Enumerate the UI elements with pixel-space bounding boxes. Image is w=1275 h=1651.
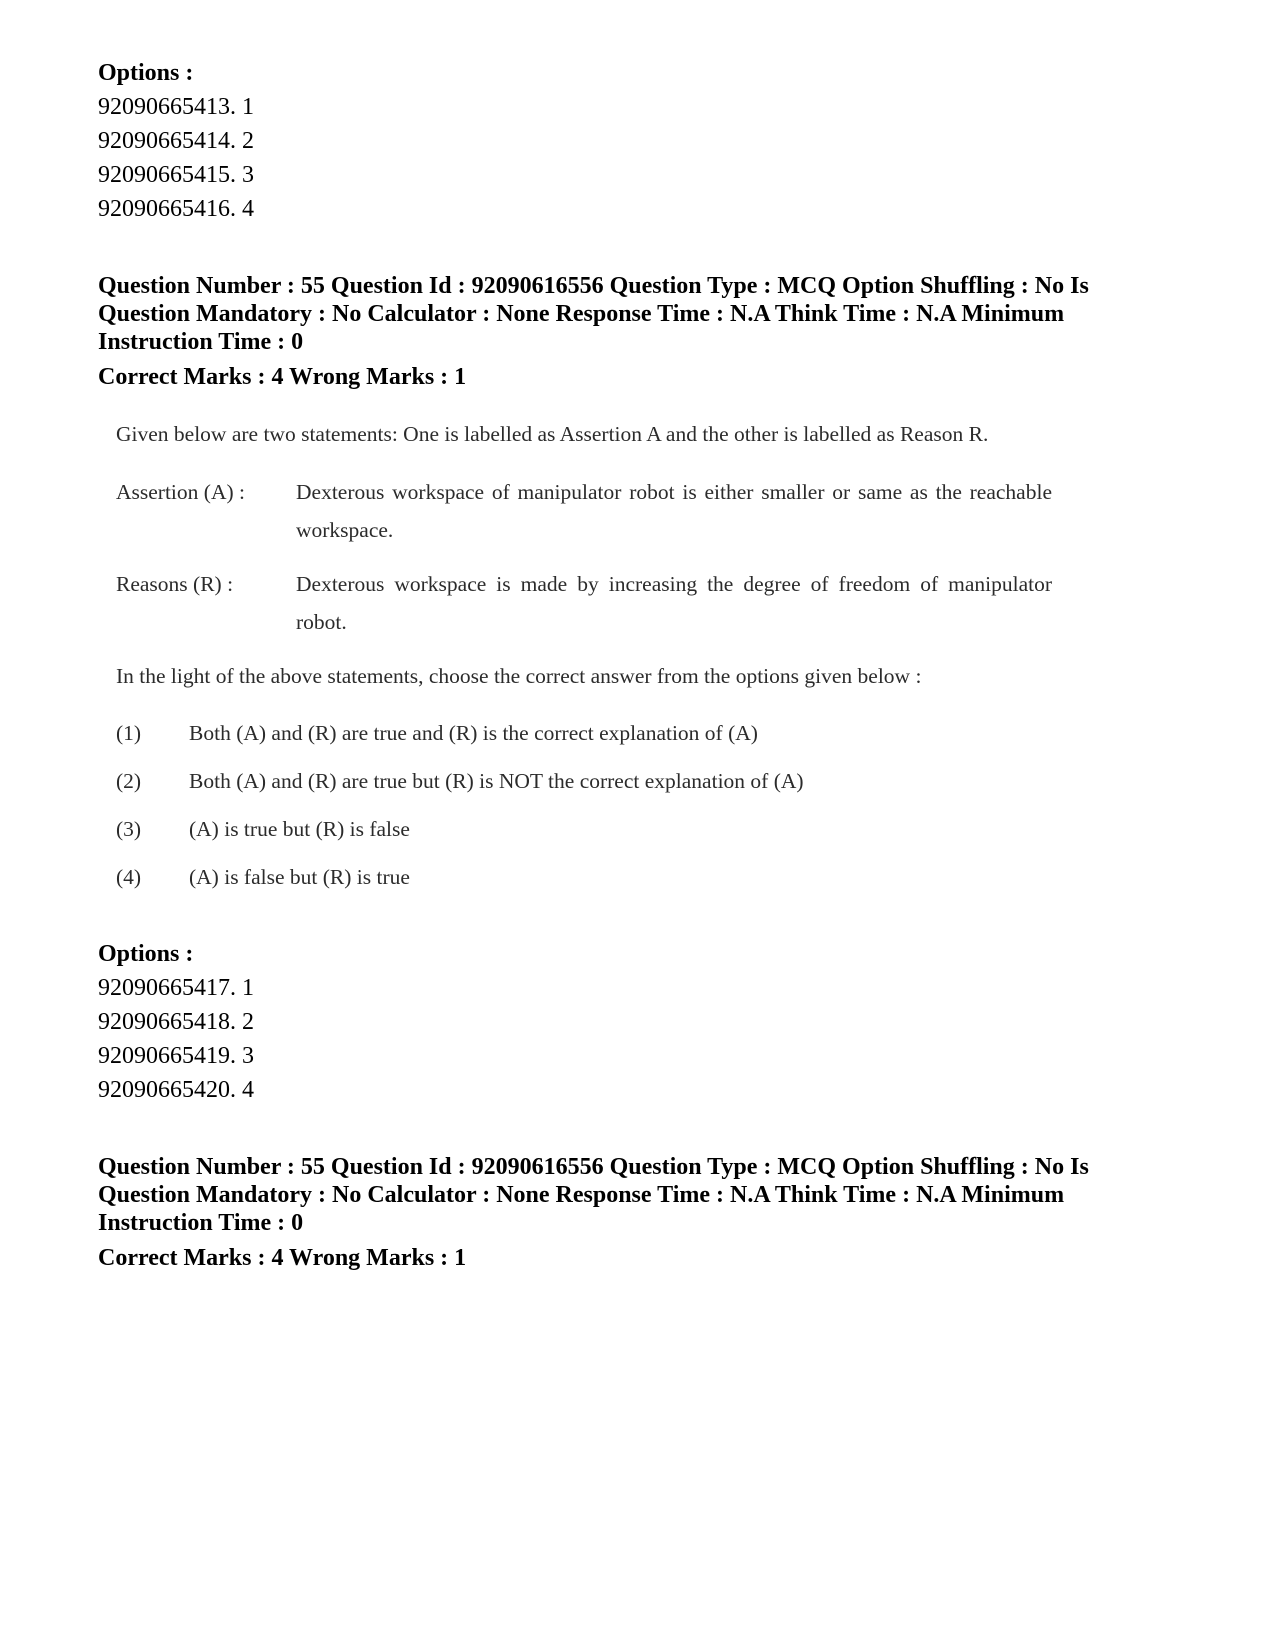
option-item: 92090665416. 4 — [98, 196, 254, 222]
assertion-label: Assertion (A) : — [116, 480, 245, 504]
question-meta-line: Question Number : 55 Question Id : 92090616556 Question Type : MCQ Option Shuffling : No Is — [98, 1154, 1089, 1180]
assertion-text: Dexterous workspace of manipulator robot is either smaller or same as the reachable workspace. — [296, 480, 1052, 542]
choice-number: (2) — [116, 769, 142, 793]
choice-text: (A) is true but (R) is false — [189, 817, 410, 841]
question-meta-line: Instruction Time : 0 — [98, 1210, 304, 1236]
document-page — [98, 56, 1178, 1272]
option-item: 92090665413. 1 — [98, 94, 254, 120]
top-options-block — [98, 56, 1178, 226]
question-meta-line: Question Number : 55 Question Id : 92090616556 Question Type : MCQ Option Shuffling : No Is — [98, 273, 1089, 299]
reason-text: Dexterous workspace is made by increasing the degree of freedom of manipulator robot. — [296, 572, 1052, 634]
question-body — [98, 411, 1116, 915]
option-item: 92090665415. 3 — [98, 162, 254, 188]
choice-number: (1) — [116, 721, 142, 745]
question-intro: Given below are two statements: One is labelled as Assertion A and the other is labelled as Reason R. — [116, 422, 989, 446]
question-meta — [98, 272, 1178, 356]
question-meta-line: Question Mandatory : No Calculator : None Response Time : N.A Think Time : N.A Minimum — [98, 1182, 1065, 1208]
question-marks: Correct Marks : 4 Wrong Marks : 1 — [98, 364, 467, 390]
answer-choice — [116, 853, 1116, 901]
question-meta-line: Instruction Time : 0 — [98, 329, 304, 355]
choice-text: (A) is false but (R) is true — [189, 865, 410, 889]
choice-text: Both (A) and (R) are true and (R) is the correct explanation of (A) — [189, 721, 758, 745]
option-item: 92090665418. 2 — [98, 1009, 254, 1035]
option-item: 92090665419. 3 — [98, 1043, 254, 1069]
answer-choice — [116, 757, 1116, 805]
options-block — [98, 937, 1178, 1107]
option-item: 92090665417. 1 — [98, 975, 254, 1001]
next-question-meta — [98, 1153, 1178, 1237]
reason-statement — [116, 565, 1116, 641]
answer-choice — [116, 805, 1116, 853]
choice-number: (3) — [116, 817, 142, 841]
assertion-statement — [116, 473, 1116, 549]
option-item: 92090665414. 2 — [98, 128, 254, 154]
question-lead: In the light of the above statements, choose the correct answer from the options given below : — [116, 664, 922, 688]
answer-choice — [116, 709, 1116, 757]
options-heading: Options : — [98, 941, 194, 967]
next-question-marks: Correct Marks : 4 Wrong Marks : 1 — [98, 1245, 467, 1271]
options-heading: Options : — [98, 60, 194, 86]
question-meta-line: Question Mandatory : No Calculator : None Response Time : N.A Think Time : N.A Minimum — [98, 301, 1065, 327]
choice-number: (4) — [116, 865, 142, 889]
reason-label: Reasons (R) : — [116, 572, 234, 596]
option-item: 92090665420. 4 — [98, 1077, 254, 1103]
choice-text: Both (A) and (R) are true but (R) is NOT the correct explanation of (A) — [189, 769, 804, 793]
